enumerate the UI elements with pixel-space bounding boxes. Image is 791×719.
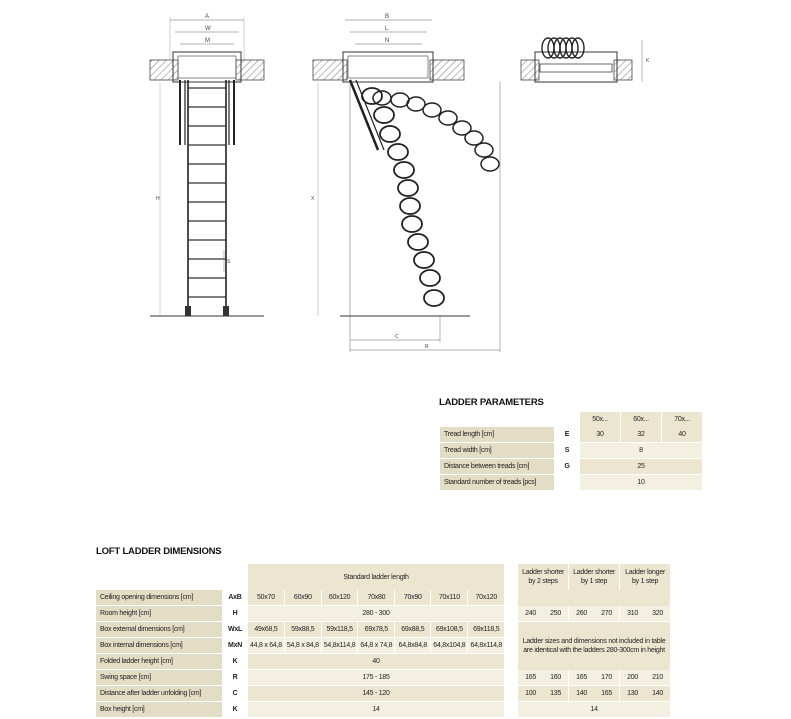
cell-value: 59x118,5 bbox=[322, 622, 359, 638]
dim-label-b: B bbox=[385, 14, 390, 20]
row-symbol: C bbox=[222, 686, 248, 702]
cell-value: 260 bbox=[569, 606, 594, 622]
ladder-loop bbox=[374, 107, 394, 123]
row-symbol: R bbox=[222, 670, 248, 686]
cell-value: 25 bbox=[580, 459, 702, 475]
ladder-loop bbox=[439, 111, 457, 125]
cell-value: 140 bbox=[569, 686, 594, 702]
cell-value: 60x90 bbox=[285, 590, 322, 606]
dim-label-n: N bbox=[385, 38, 390, 44]
cell-value: 70x120 bbox=[468, 590, 504, 606]
ladder-loop bbox=[475, 143, 493, 157]
ladder-loop bbox=[407, 97, 425, 111]
ladder-parameters-table bbox=[440, 412, 702, 491]
cell-value: 44,8 x 64,8 bbox=[248, 638, 285, 654]
ladder-loop bbox=[380, 126, 400, 142]
row-label: Ceiling opening dimensions [cm] bbox=[96, 590, 222, 606]
cell-value: 160 bbox=[543, 670, 569, 686]
cell-value: 69x108,5 bbox=[431, 622, 468, 638]
scissor-ladder-loops bbox=[362, 88, 499, 306]
ladder-loop bbox=[400, 198, 420, 214]
row-symbol: S bbox=[554, 443, 580, 459]
params-col-70: 70x... bbox=[662, 412, 702, 427]
loft-ladder-dimensions-table bbox=[96, 564, 670, 718]
cell-value: 64,8x114,8 bbox=[468, 638, 504, 654]
cell-value: 14 bbox=[518, 702, 670, 718]
cell-value: 40 bbox=[248, 654, 504, 670]
ladder-loop bbox=[394, 162, 414, 178]
cell-value: 60x120 bbox=[322, 590, 359, 606]
row-symbol: G bbox=[554, 459, 580, 475]
cell-value: 200 bbox=[620, 670, 645, 686]
cell-value: 70x80 bbox=[358, 590, 395, 606]
ladder-loop bbox=[398, 180, 418, 196]
row-label: Distance between treads [cm] bbox=[440, 459, 554, 475]
dim-label-a: A bbox=[205, 14, 210, 20]
cell-value: 32 bbox=[621, 427, 662, 443]
row-label: Box external dimensions [cm] bbox=[96, 622, 222, 638]
table-row bbox=[96, 590, 670, 606]
cell-value: 165 bbox=[594, 686, 620, 702]
cell-value: 59x88,5 bbox=[285, 622, 322, 638]
ladder-loop bbox=[414, 252, 434, 268]
cell-value: 310 bbox=[620, 606, 645, 622]
row-label: Distance after ladder unfolding [cm] bbox=[96, 686, 222, 702]
table-note: Ladder sizes and dimensions not included in table are identical with the ladders 280-300cm in height bbox=[518, 622, 670, 670]
group-header-shorter-2: Ladder shorter by 2 steps bbox=[518, 564, 569, 590]
cell-value: 135 bbox=[543, 686, 569, 702]
loft-ladder-dimensions-title: LOFT LADDER DIMENSIONS bbox=[96, 546, 222, 557]
group-header-shorter-1: Ladder shorter by 1 step bbox=[569, 564, 620, 590]
dim-label-k: K bbox=[646, 58, 650, 64]
cell-value: 30 bbox=[580, 427, 621, 443]
dim-label-m: M bbox=[205, 38, 210, 44]
table-row bbox=[96, 686, 670, 702]
cell-value: 8 bbox=[580, 443, 702, 459]
cell-value: 69x88,5 bbox=[395, 622, 431, 638]
cell-value: 69x78,5 bbox=[358, 622, 395, 638]
table-row bbox=[96, 702, 670, 718]
row-label: Box internal dimensions [cm] bbox=[96, 638, 222, 654]
table-row bbox=[96, 622, 670, 638]
ladder-loop bbox=[481, 157, 499, 171]
params-header-row bbox=[440, 412, 702, 427]
table-row bbox=[440, 443, 702, 459]
cell-value: 54,8 x 84,8 bbox=[285, 638, 322, 654]
ladder-loop bbox=[408, 234, 428, 250]
dims-header-row bbox=[96, 564, 670, 590]
front-ladder-treads bbox=[188, 88, 226, 297]
cell-value: 69x118,5 bbox=[468, 622, 504, 638]
row-label: Swing space [cm] bbox=[96, 670, 222, 686]
row-symbol: AxB bbox=[222, 590, 248, 606]
row-symbol bbox=[554, 475, 580, 491]
cell-value: 165 bbox=[518, 670, 543, 686]
ladder-loop bbox=[420, 270, 440, 286]
ladder-loop bbox=[388, 144, 408, 160]
row-symbol: K bbox=[222, 654, 248, 670]
table-row bbox=[96, 606, 670, 622]
table-row bbox=[440, 475, 702, 491]
cell-value: 320 bbox=[645, 606, 670, 622]
ladder-parameters-title: LADDER PARAMETERS bbox=[439, 397, 544, 408]
cell-value: 175 - 185 bbox=[248, 670, 504, 686]
folded-ladder-coils bbox=[542, 38, 584, 58]
row-label: Standard number of treads [pcs] bbox=[440, 475, 554, 491]
dim-label-h: H bbox=[156, 196, 160, 202]
group-header-longer-1: Ladder longer by 1 step bbox=[620, 564, 670, 590]
cell-value: 64,8 x 74,8 bbox=[358, 638, 395, 654]
dim-label-s: S bbox=[227, 259, 231, 265]
cell-value: 165 bbox=[569, 670, 594, 686]
row-label: Room height [cm] bbox=[96, 606, 222, 622]
row-symbol: E bbox=[554, 427, 580, 443]
ladder-loop bbox=[402, 216, 422, 232]
row-label: Tread length [cm] bbox=[440, 427, 554, 443]
dim-label-r: R bbox=[425, 344, 429, 350]
row-label: Box height [cm] bbox=[96, 702, 222, 718]
cell-value: 70x110 bbox=[431, 590, 468, 606]
cell-value: 40 bbox=[662, 427, 702, 443]
row-label: Folded ladder height [cm] bbox=[96, 654, 222, 670]
side-view-drawing bbox=[311, 14, 500, 352]
cell-value: 270 bbox=[594, 606, 620, 622]
params-col-60: 60x... bbox=[621, 412, 662, 427]
cell-value: 140 bbox=[645, 686, 670, 702]
cell-value: 70x90 bbox=[395, 590, 431, 606]
row-symbol: MxN bbox=[222, 638, 248, 654]
table-row bbox=[440, 459, 702, 475]
cell-value: 280 - 300 bbox=[248, 606, 504, 622]
ladder-loop bbox=[362, 88, 382, 104]
dim-label-w: W bbox=[205, 26, 211, 32]
cell-value: 145 - 120 bbox=[248, 686, 504, 702]
row-symbol: H bbox=[222, 606, 248, 622]
cell-value: 49x68,5 bbox=[248, 622, 285, 638]
cell-value: 100 bbox=[518, 686, 543, 702]
cell-value: 14 bbox=[248, 702, 504, 718]
cell-value: 50x70 bbox=[248, 590, 285, 606]
dim-label-x: X bbox=[311, 196, 315, 202]
ladder-loop bbox=[424, 290, 444, 306]
cell-value: 64,8x84,8 bbox=[395, 638, 431, 654]
row-symbol: WxL bbox=[222, 622, 248, 638]
cell-value: 64,8x104,8 bbox=[431, 638, 468, 654]
table-row bbox=[96, 670, 670, 686]
row-symbol: K bbox=[222, 702, 248, 718]
cell-value: 170 bbox=[594, 670, 620, 686]
ladder-loop bbox=[423, 103, 441, 117]
folded-view-drawing bbox=[521, 38, 650, 82]
table-row bbox=[440, 427, 702, 443]
cell-value: 250 bbox=[543, 606, 569, 622]
standard-ladder-length-header: Standard ladder length bbox=[248, 564, 504, 590]
cell-value: 54,8x114,8 bbox=[322, 638, 359, 654]
cell-value: 10 bbox=[580, 475, 702, 491]
front-view-drawing bbox=[150, 14, 264, 316]
ladder-loop bbox=[391, 93, 409, 107]
cell-value: 130 bbox=[620, 686, 645, 702]
cell-value: 210 bbox=[645, 670, 670, 686]
dim-label-c: C bbox=[395, 334, 399, 340]
params-col-50: 50x... bbox=[580, 412, 621, 427]
row-label: Tread width [cm] bbox=[440, 443, 554, 459]
dim-label-l: L bbox=[385, 26, 389, 32]
cell-value: 240 bbox=[518, 606, 543, 622]
